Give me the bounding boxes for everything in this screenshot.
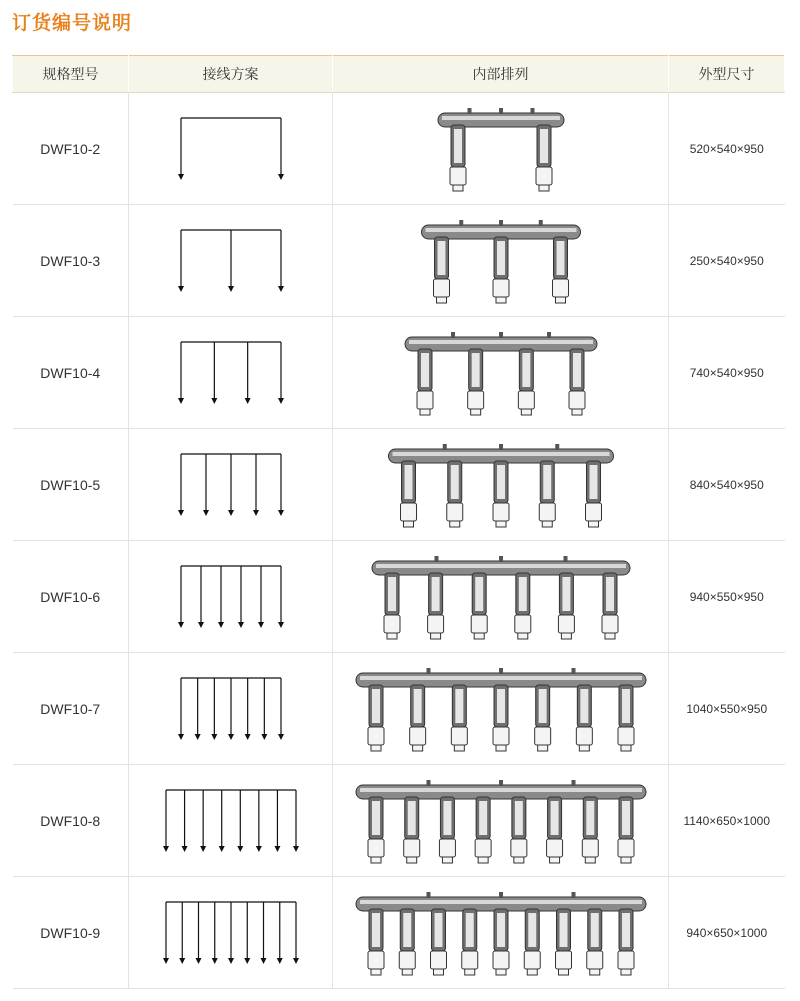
bushing-unit [439, 797, 455, 863]
dimensions-cell: 1040×550×950 [669, 653, 785, 765]
model-cell: DWF10-9 [13, 877, 129, 989]
model-cell: DWF10-3 [13, 205, 129, 317]
bushing-unit [409, 685, 425, 751]
branch-arrow [198, 566, 204, 628]
branch-arrow [228, 454, 234, 516]
internal-layout-cell [333, 93, 669, 205]
bushing-unit [514, 573, 530, 639]
column-header-wiring-scheme: 接线方案 [129, 56, 333, 93]
bushing-unit [399, 909, 415, 975]
branch-arrow [293, 902, 299, 964]
bushing-unit [400, 461, 416, 527]
wiring-diagram [151, 776, 311, 866]
branch-arrow [260, 902, 266, 964]
branch-arrow [178, 566, 184, 628]
branch-arrow [244, 342, 250, 404]
bushing-unit [602, 573, 618, 639]
internal-layout-cell [333, 205, 669, 317]
bushing-unit [433, 237, 449, 303]
wiring-diagram [151, 552, 311, 642]
wiring-scheme-cell [129, 93, 333, 205]
column-header-model: 规格型号 [13, 56, 129, 93]
internal-layout-cell [333, 653, 669, 765]
bushing-unit [586, 909, 602, 975]
table-row [13, 317, 785, 429]
bushing-unit [446, 461, 462, 527]
bushing-unit [427, 573, 443, 639]
bushing-unit [384, 573, 400, 639]
bushing-unit [417, 349, 433, 415]
branch-arrow [194, 678, 200, 740]
branch-arrow [211, 902, 217, 964]
bushing-unit [493, 909, 509, 975]
bushing-unit [493, 685, 509, 751]
bushing-unit [582, 797, 598, 863]
internal-layout-cell [333, 541, 669, 653]
model-cell: DWF10-8 [13, 765, 129, 877]
bushing-unit [558, 573, 574, 639]
internal-layout-cell [333, 317, 669, 429]
wiring-scheme-cell [129, 317, 333, 429]
bushing-unit [403, 797, 419, 863]
order-number-table [12, 55, 785, 989]
table-row [13, 541, 785, 653]
column-header-dimensions: 外型尺寸 [669, 56, 785, 93]
model-cell: DWF10-5 [13, 429, 129, 541]
wiring-scheme-cell [129, 205, 333, 317]
bushing-unit [576, 685, 592, 751]
wiring-diagram [151, 888, 311, 978]
branch-arrow [278, 454, 284, 516]
branch-arrow [244, 678, 250, 740]
bushing-unit [555, 909, 571, 975]
branch-arrow [178, 454, 184, 516]
bushing-unit [569, 349, 585, 415]
page-title: 订货编号说明 [12, 13, 133, 34]
branch-arrow [178, 342, 184, 404]
wiring-diagram [151, 328, 311, 418]
branch-arrow [276, 902, 282, 964]
bushing-unit [618, 909, 634, 975]
dimensions-cell: 740×540×950 [669, 317, 785, 429]
bushing-unit [430, 909, 446, 975]
branch-arrow [228, 902, 234, 964]
bushing-unit [539, 461, 555, 527]
branch-arrow [163, 902, 169, 964]
internal-layout-drawing [351, 547, 651, 647]
bushing-unit [368, 685, 384, 751]
bushing-unit [618, 797, 634, 863]
branch-arrow [228, 678, 234, 740]
internal-layout-drawing [351, 323, 651, 423]
internal-layout-drawing [351, 99, 651, 199]
table-row [13, 877, 785, 989]
bushing-unit [524, 909, 540, 975]
internal-layout-cell [333, 765, 669, 877]
branch-arrow [253, 454, 259, 516]
dimensions-cell: 940×550×950 [669, 541, 785, 653]
branch-arrow [200, 790, 206, 852]
branch-arrow [278, 230, 284, 292]
branch-arrow [255, 790, 261, 852]
bushing-unit [450, 125, 466, 191]
internal-layout-cell [333, 877, 669, 989]
dimensions-cell: 520×540×950 [669, 93, 785, 205]
bushing-unit [618, 685, 634, 751]
model-cell: DWF10-7 [13, 653, 129, 765]
branch-arrow [179, 902, 185, 964]
wiring-diagram [151, 664, 311, 754]
bushing-unit [546, 797, 562, 863]
bushing-unit [368, 909, 384, 975]
wiring-scheme-cell [129, 877, 333, 989]
internal-layout-cell [333, 429, 669, 541]
column-header-internal-layout: 内部排列 [333, 56, 669, 93]
dimensions-cell: 250×540×950 [669, 205, 785, 317]
bushing-unit [461, 909, 477, 975]
branch-arrow [178, 230, 184, 292]
dimensions-cell: 1140×650×1000 [669, 765, 785, 877]
branch-arrow [237, 790, 243, 852]
branch-arrow [218, 566, 224, 628]
table-row [13, 429, 785, 541]
branch-arrow [293, 790, 299, 852]
internal-layout-drawing [351, 435, 651, 535]
wiring-scheme-cell [129, 541, 333, 653]
internal-layout-drawing [351, 883, 651, 983]
branch-arrow [195, 902, 201, 964]
table-row [13, 205, 785, 317]
wiring-scheme-cell [129, 653, 333, 765]
branch-arrow [274, 790, 280, 852]
branch-arrow [203, 454, 209, 516]
wiring-scheme-cell [129, 765, 333, 877]
bushing-unit [552, 237, 568, 303]
wiring-scheme-cell [129, 429, 333, 541]
bushing-unit [475, 797, 491, 863]
branch-arrow [278, 118, 284, 180]
bushing-unit [471, 573, 487, 639]
table-row [13, 93, 785, 205]
branch-arrow [261, 678, 267, 740]
dimensions-cell: 840×540×950 [669, 429, 785, 541]
model-cell: DWF10-4 [13, 317, 129, 429]
bushing-unit [518, 349, 534, 415]
branch-arrow [278, 678, 284, 740]
branch-arrow [178, 678, 184, 740]
wiring-diagram [151, 440, 311, 530]
bushing-unit [536, 125, 552, 191]
bushing-unit [534, 685, 550, 751]
bushing-unit [585, 461, 601, 527]
wiring-diagram [151, 104, 311, 194]
branch-arrow [211, 678, 217, 740]
branch-arrow [181, 790, 187, 852]
internal-layout-drawing [351, 771, 651, 871]
bushing-unit [493, 237, 509, 303]
bushing-unit [451, 685, 467, 751]
branch-arrow [258, 566, 264, 628]
branch-arrow [211, 342, 217, 404]
bushing-unit [368, 797, 384, 863]
branch-arrow [238, 566, 244, 628]
model-cell: DWF10-2 [13, 93, 129, 205]
table-row [13, 765, 785, 877]
internal-layout-drawing [351, 211, 651, 311]
branch-arrow [178, 118, 184, 180]
table-header-row [13, 56, 785, 93]
branch-arrow [218, 790, 224, 852]
branch-arrow [228, 230, 234, 292]
dimensions-cell: 940×650×1000 [669, 877, 785, 989]
bushing-unit [493, 461, 509, 527]
model-cell: DWF10-6 [13, 541, 129, 653]
bushing-unit [467, 349, 483, 415]
branch-arrow [163, 790, 169, 852]
internal-layout-drawing [351, 659, 651, 759]
branch-arrow [278, 566, 284, 628]
bushing-unit [510, 797, 526, 863]
wiring-diagram [151, 216, 311, 306]
table-row [13, 653, 785, 765]
branch-arrow [244, 902, 250, 964]
branch-arrow [278, 342, 284, 404]
